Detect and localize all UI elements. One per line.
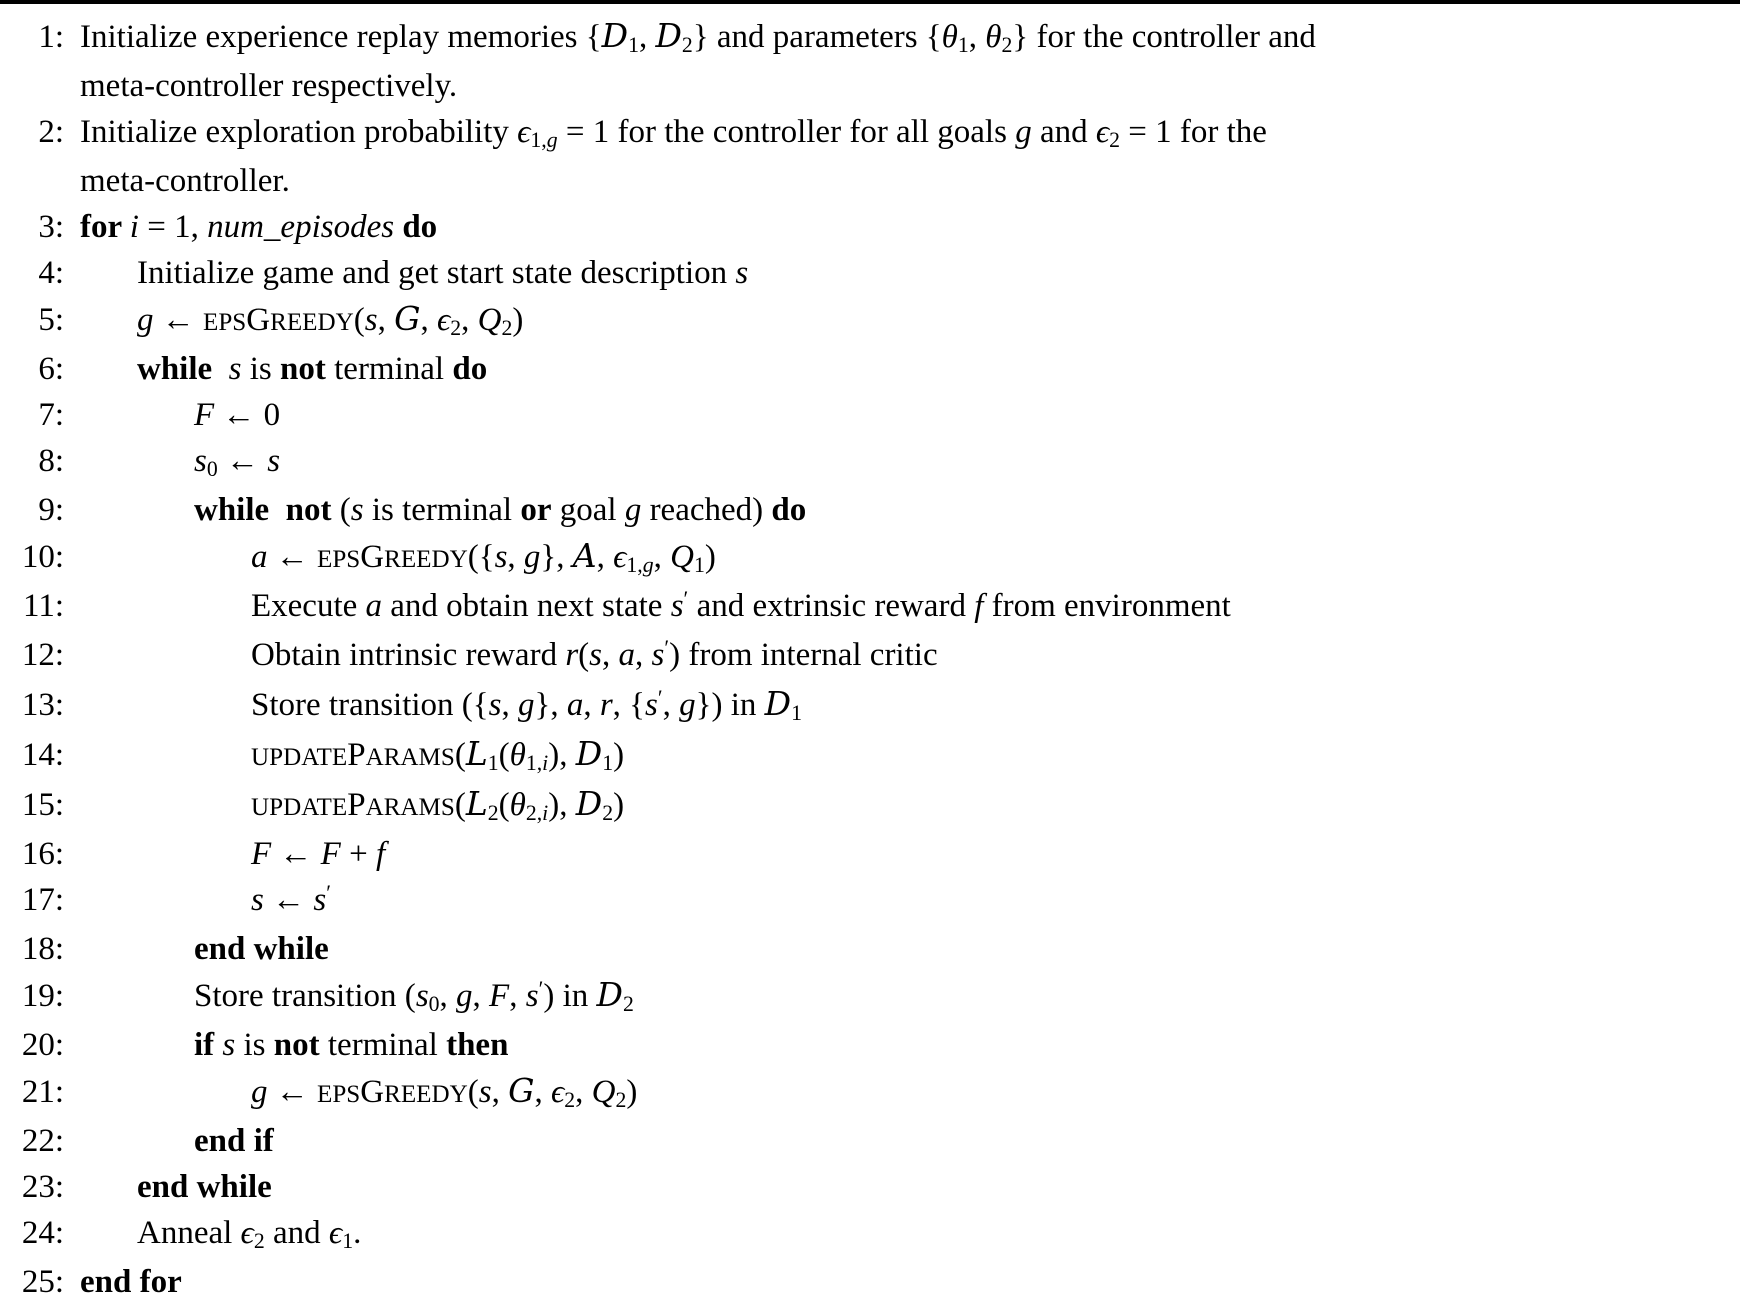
text-segment: and [264,1215,329,1251]
text-segment: s [194,443,207,479]
algorithm-line [0,438,1740,487]
text-segment: 1 [487,750,499,775]
text-segment: s [645,687,658,723]
text-segment: g [642,552,654,577]
text-segment: UPDATEPARAMS [251,787,455,823]
text-segment: s [350,492,364,528]
text-segment: ′ [326,881,331,906]
text-segment: g [251,1074,268,1110]
text-segment: 2 [602,800,614,825]
text-segment: ϵ [240,1215,254,1251]
text-segment: s [735,255,749,291]
text-segment: ( [467,1074,479,1110]
text-segment: 2, [525,800,543,825]
line-content [80,1068,637,1118]
text-segment: do [394,209,438,245]
line-content [80,731,624,781]
text-segment: i [542,750,549,775]
text-segment: 2 [681,32,693,57]
line-content [80,1164,272,1210]
text-segment: r [565,637,579,673]
text-segment: , [491,1074,509,1110]
text-segment: meta-controller respectively. [80,68,458,104]
text-segment: ← [267,539,317,575]
line-content [80,392,280,438]
text-segment: s [228,351,242,387]
text-segment: g [137,302,154,338]
text-segment: }, [540,539,573,575]
text-segment: s [670,588,684,624]
algorithm-line [0,13,1740,63]
text-segment: s [478,1074,492,1110]
algorithm-listing [0,4,1740,1305]
line-content [80,204,437,250]
algorithm-line [0,583,1740,632]
line-content [80,13,1316,63]
line-content [80,681,802,731]
algorithm-line [0,681,1740,731]
text-segment: 1 [957,32,969,57]
text-segment: ϵ [328,1215,343,1251]
line-content [80,926,329,972]
text-segment: s [488,687,502,723]
text-segment: EPSGREEDY [203,302,354,338]
text-segment: A [572,536,597,575]
algorithm-line [0,926,1740,972]
line-content [80,438,280,487]
text-segment: ( [454,737,466,773]
algorithm-line [0,781,1740,831]
text-segment: g [679,687,696,723]
text-segment: = 1, [138,209,208,245]
line-number: 22: [21,1123,64,1159]
text-segment: s [251,882,264,918]
text-segment: a [618,637,636,673]
line-content [80,831,385,877]
line-number: 2: [38,114,64,150]
text-segment: i [129,209,139,245]
text-segment: , [501,687,518,723]
text-segment: UPDATEPARAMS [251,737,455,773]
line-number: 16: [21,836,64,872]
text-segment: F [251,836,272,872]
algorithm-line [0,731,1740,781]
text-segment: Q [670,539,694,575]
text-segment: goal [551,492,625,528]
algorithm-line [0,632,1740,681]
line-number: 3: [38,209,64,245]
text-segment: , [596,539,614,575]
text-segment: D [764,684,792,723]
text-segment: } and parameters { [692,19,942,55]
line-content [80,63,457,109]
text-segment: ) from internal critic [669,637,938,673]
text-segment: ′ [657,686,663,711]
text-segment: g [1015,114,1032,150]
line-content [80,583,1231,632]
algorithm-line [0,877,1740,926]
text-segment: ϵ [613,539,627,575]
text-segment: reached) [641,492,772,528]
text-segment: 1, [530,127,547,152]
algorithm-line [0,1022,1740,1068]
line-number: 9: [38,492,64,528]
text-segment: f [974,588,984,624]
text-segment: s [589,637,603,673]
text-segment: D [575,784,603,823]
text-segment: g [517,687,535,723]
text-segment: s [415,978,429,1014]
text-segment: ( [331,492,351,528]
text-segment: F [489,978,510,1014]
text-segment: 2 [501,315,513,340]
text-segment: EPSGREEDY [317,1074,468,1110]
text-segment: ′ [538,977,544,1002]
text-segment: EPSGREEDY [317,539,468,575]
line-number: 14: [21,737,64,773]
text-segment: for [80,209,130,245]
algorithm-line [0,204,1740,250]
algorithm-line [0,250,1740,296]
text-segment: end while [137,1169,272,1205]
text-segment: a [251,539,268,575]
text-segment: , { [612,687,646,723]
text-segment [269,492,286,528]
algorithm-line [0,158,1740,204]
text-segment: end while [194,931,329,967]
line-content [80,1210,361,1259]
algorithm-line [0,109,1740,158]
text-segment: ) [704,539,716,575]
line-number: 23: [21,1169,64,1205]
text-segment: s [364,302,378,338]
text-segment: 0 [206,456,218,481]
text-segment: , [662,687,680,723]
text-segment: then [446,1027,509,1063]
text-segment: θ [509,787,526,823]
text-segment: ( [454,787,466,823]
line-number: 20: [21,1027,64,1063]
text-segment: ← [267,1074,317,1110]
text-segment: s [494,539,508,575]
line-number: 4: [38,255,64,291]
text-segment: Obtain intrinsic reward [251,637,566,673]
text-segment: ϵ [550,1074,565,1110]
text-segment: = 1 for the controller for all goals [557,114,1016,150]
line-content [80,781,624,831]
line-number: 1: [38,19,64,55]
line-content [80,972,634,1022]
line-number: 17: [21,882,64,918]
text-segment: ) in [543,978,597,1014]
text-segment: 2 [564,1087,576,1112]
text-segment: not [285,492,332,528]
algorithm-line [0,831,1740,877]
text-segment: not [280,351,326,387]
text-segment: D [596,975,623,1014]
text-segment: end for [80,1264,182,1300]
text-segment [212,351,229,387]
text-segment: is terminal [363,492,521,528]
line-number: 13: [21,687,64,723]
text-segment: ← [263,882,314,918]
text-segment: g [546,127,558,152]
text-segment: ) [626,1074,638,1110]
text-segment: 2 [1001,32,1013,57]
text-segment: Initialize game and get start state description [137,255,736,291]
text-segment: }, [534,687,567,723]
text-segment: ), [548,737,576,773]
line-content [80,158,290,204]
text-segment: ( [498,787,510,823]
text-segment: Q [477,302,502,338]
text-segment: , [439,978,457,1014]
text-segment: ( [498,737,510,773]
line-number: 6: [38,351,64,387]
text-segment: 2 [622,991,634,1016]
text-segment: θ [509,737,526,773]
line-number: 19: [21,978,64,1014]
text-segment: not [273,1027,320,1063]
text-segment: Q [591,1074,616,1110]
line-content [80,533,716,583]
text-segment: f [375,836,386,872]
text-segment: Execute [251,588,366,624]
text-segment: 2 [615,1087,627,1112]
text-segment: ϵ [436,302,451,338]
algorithm-line [0,972,1740,1022]
text-segment: 2 [253,1228,265,1253]
text-segment: , [968,19,986,55]
text-segment: 1 [602,750,614,775]
line-number: 8: [38,443,64,479]
line-content [80,877,331,926]
text-segment: ( [578,637,590,673]
line-content [80,487,806,533]
text-segment: Anneal [137,1215,241,1251]
line-number: 21: [21,1074,64,1110]
algorithm-line [0,533,1740,583]
line-content [80,1022,508,1068]
text-segment: ← [217,443,268,479]
text-segment: 1, [525,750,543,775]
text-segment: ϵ [1095,114,1110,150]
text-segment: . [353,1215,362,1251]
line-number: 10: [21,539,64,575]
text-segment: , [377,302,395,338]
text-segment: is [235,1027,274,1063]
text-segment: ← 0 [214,397,281,433]
text-segment: θ [941,19,958,55]
text-segment: 2 [487,800,499,825]
text-segment: , [575,1074,592,1110]
text-segment: 2 [450,315,462,340]
algorithm-line [0,1259,1740,1305]
text-segment: s [222,1027,236,1063]
text-segment: s [525,978,539,1014]
text-segment: , [461,302,478,338]
text-segment: = 1 for the [1120,114,1267,150]
line-content [80,109,1267,158]
line-content [80,346,487,392]
text-segment: Store transition ({ [251,687,489,723]
text-segment: , [653,539,671,575]
text-segment: g [523,539,541,575]
text-segment: do [452,351,488,387]
text-segment: ( [353,302,365,338]
text-segment: F [194,397,215,433]
text-segment: D [601,16,629,55]
text-segment: D [575,734,603,773]
line-number: 24: [21,1215,64,1251]
text-segment: ({ [467,539,495,575]
text-segment: s [313,882,327,918]
text-segment: L [465,734,488,773]
text-segment: g [624,492,642,528]
text-segment: while [137,351,213,387]
text-segment: 0 [428,991,440,1016]
algorithm-line [0,1210,1740,1259]
algorithm-line [0,392,1740,438]
text-segment: ′ [683,587,689,612]
text-segment: ), [548,787,576,823]
text-segment: D [655,16,682,55]
text-segment: F [320,836,341,872]
text-segment: from environment [983,588,1231,624]
line-content [80,632,938,681]
text-segment: L [465,784,488,823]
text-segment: , [602,637,619,673]
text-segment: , [638,19,656,55]
text-segment: + [340,836,376,872]
text-segment: and obtain next state [382,588,671,624]
text-segment: ) [613,787,625,823]
text-segment: , [583,687,600,723]
text-segment: s [651,637,665,673]
line-number: 25: [21,1264,64,1300]
text-segment: do [771,492,807,528]
text-segment: 1 [693,552,705,577]
text-segment: ϵ [517,114,531,150]
algorithm-line [0,1118,1740,1164]
text-segment: Initialize experience replay memories { [80,19,602,55]
text-segment: , [635,637,652,673]
text-segment: , [507,539,524,575]
text-segment: num_episodes [207,209,395,245]
text-segment: , [420,302,437,338]
text-segment: r [599,687,613,723]
text-segment: θ [985,19,1002,55]
algorithm-line [0,296,1740,346]
line-number: 11: [23,588,64,624]
line-number: 7: [38,397,64,433]
line-content [80,1118,274,1164]
text-segment: , [534,1074,551,1110]
algorithm-line [0,346,1740,392]
text-segment: a [365,588,383,624]
text-segment: is [241,351,281,387]
text-segment: 1 [342,1228,354,1253]
text-segment: }) in [695,687,765,723]
text-segment: terminal [319,1027,447,1063]
line-number: 12: [21,637,64,673]
line-content [80,296,523,346]
text-segment: and [1031,114,1096,150]
text-segment: ′ [664,636,670,661]
text-segment: meta-controller. [80,163,290,199]
text-segment: ) [613,737,625,773]
text-segment: G [394,299,421,338]
text-segment: Store transition ( [194,978,416,1014]
algorithm-line [0,63,1740,109]
text-segment: ) [512,302,524,338]
line-number: 15: [21,787,64,823]
text-segment: G [508,1071,535,1110]
text-segment: 1, [626,552,643,577]
text-segment: 2 [1109,127,1121,152]
line-content [80,1259,182,1305]
text-segment: ← [271,836,321,872]
text-segment: while [194,492,270,528]
text-segment: and extrinsic reward [688,588,975,624]
line-content [80,250,748,296]
algorithm-line [0,487,1740,533]
algorithm-line [0,1068,1740,1118]
text-segment: } for the controller and [1012,19,1316,55]
line-number: 5: [38,302,64,338]
text-segment: i [542,800,549,825]
text-segment: ← [153,302,203,338]
text-segment: 1 [791,700,802,725]
line-number: 18: [21,931,64,967]
text-segment: if [194,1027,223,1063]
text-segment: s [267,443,281,479]
text-segment: end if [194,1123,274,1159]
text-segment: , [509,978,526,1014]
algorithm-line [0,1164,1740,1210]
text-segment: a [566,687,584,723]
text-segment: , [472,978,490,1014]
text-segment: g [456,978,473,1014]
text-segment: terminal [325,351,453,387]
text-segment: 1 [628,32,639,57]
text-segment: Initialize exploration probability [80,114,518,150]
text-segment: or [520,492,552,528]
